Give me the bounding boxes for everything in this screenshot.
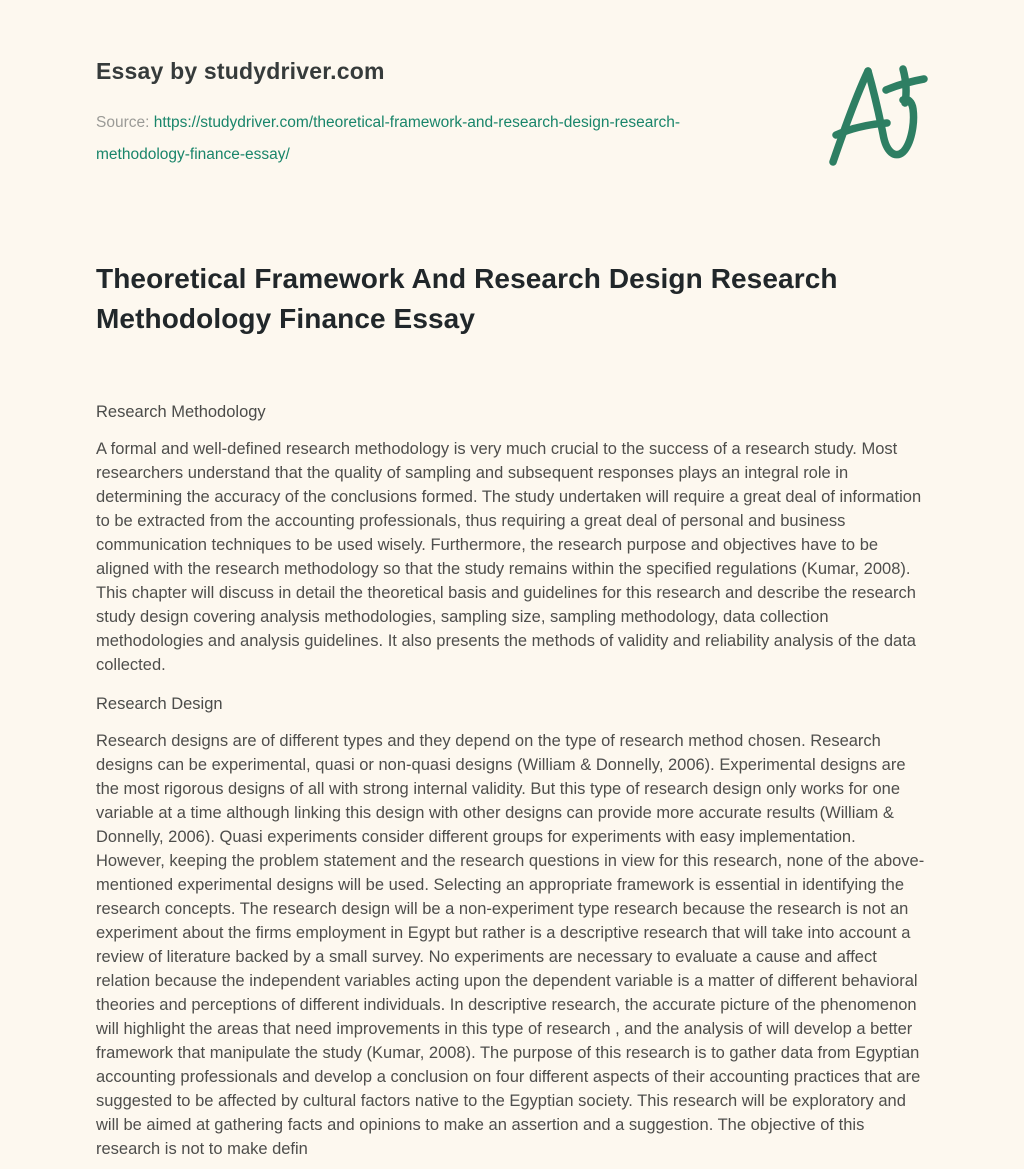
section-body-research-design: Research designs are of different types and they depend on the type of research method chosen. Research designs can be experimental, quasi or non-quasi designs (William & Donnelly, 2006). Experimental designs are the most rigorous designs of all with strong internal validity. But this type of research design only works for one variable at a time although linking this design with other designs can provide more accurate results (William & Donnelly, 2006). Quasi experiments consider different groups for experiments with easy implementation. However, keeping the problem statement and the research questions in view for this research, none of the above-mentioned experimental designs will be used. Selecting an appropriate framework is essential in identifying the research concepts. The research design will be a non-experiment type research because the research is not an experiment about the firms employment in Egypt but rather is a descriptive research that will take into account a review of literature backed by a small survey. No experiments are necessary to evaluate a cause and affect relation because the independent variables acting upon the dependent variable is a matter of different behavioral theories and perceptions of different individuals. In descriptive research, the accurate picture of the phenomenon will highlight the areas that need improvements in this type of research , and the analysis of will develop a better framework that manipulate the study (Kumar, 2008). The purpose of this research is to gather data from Egyptian accounting professionals and develop a conclusion on four different aspects of their accounting practices that are suggested to be affected by cultural factors native to the Egyptian society. This research will be exploratory and will be aimed at gathering facts and opinions to make an assertion and a suggestion. The objective of this research is not to make defin xyxy=(96,731,925,1158)
source-line xyxy=(96,107,751,171)
section-body-research-methodology: A formal and well-defined research methodology is very much crucial to the success of a research study. Most researchers understand that the quality of sampling and subsequent responses plays an integral role in determining the accuracy of the conclusions formed. The study undertaken will require a great deal of information to be extracted from the accounting professionals, thus requiring a great deal of personal and business communication techniques to be used wisely. Furthermore, the research purpose and objectives have to be aligned with the research methodology so that the study remains within the specified regulations (Kumar, 2008). This chapter will discuss in detail the theoretical basis and guidelines for this research and describe the research study design covering analysis methodologies, sampling size, sampling methodology, data collection methodologies and analysis guidelines. It also presents the methods of validity and reliability analysis of the data collected. xyxy=(96,439,922,674)
source-label: Source: xyxy=(96,114,150,131)
essay-title: Theoretical Framework And Research Design Research Methodology Finance Essay xyxy=(96,263,838,334)
source-link[interactable]: https://studydriver.com/theoretical-framework-and-research-design-research-methodology-finance-essay/ xyxy=(96,114,681,163)
section-heading-research-design: Research Design xyxy=(96,694,223,713)
brand-title: Essay by studydriver.com xyxy=(96,58,385,84)
header-text xyxy=(96,58,776,171)
section-heading-research-methodology: Research Methodology xyxy=(96,402,266,421)
page-header xyxy=(96,58,928,171)
a-plus-logo-icon xyxy=(828,62,928,170)
